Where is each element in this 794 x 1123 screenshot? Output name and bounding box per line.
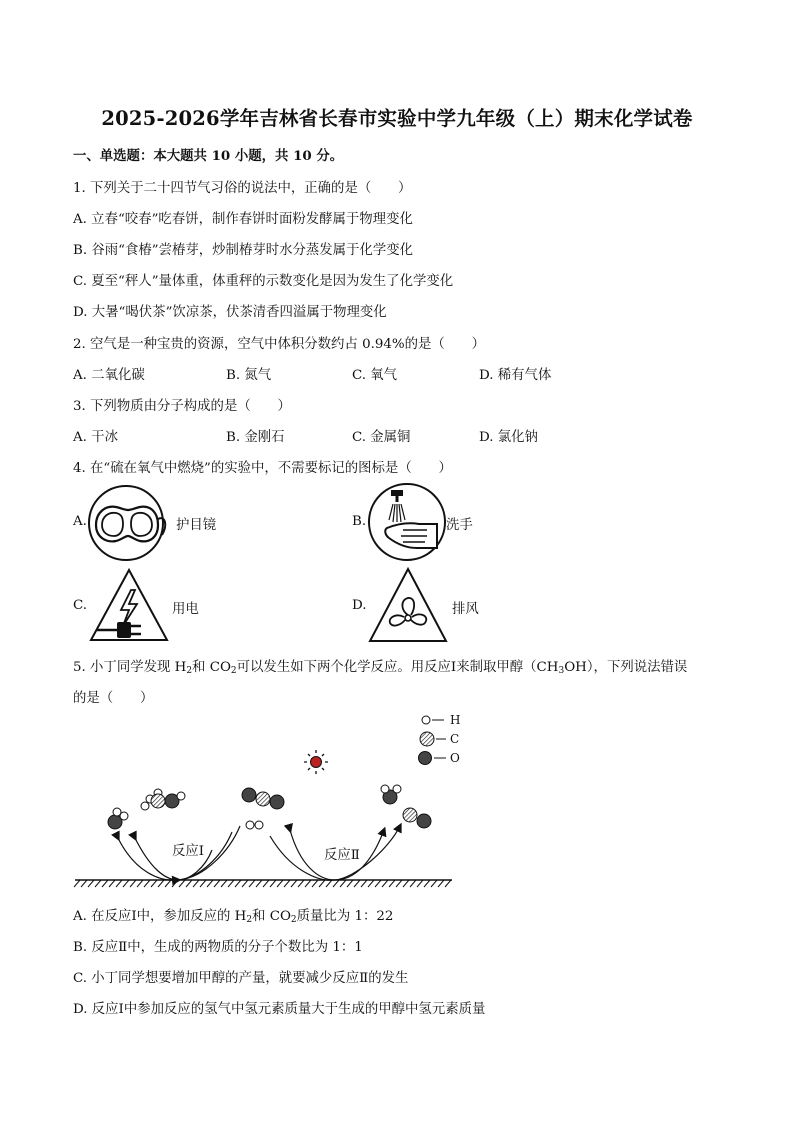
q4-stem: 4. 在“硫在氧气中燃烧”的实验中，不需要标记的图标是（ ） [73, 461, 452, 476]
q1-option-b: B. 谷雨“食椿”尝椿芽，炒制椿芽时水分蒸发属于化学变化 [73, 243, 414, 258]
water-molecule-2 [381, 785, 401, 804]
q3-stem: 3. 下列物质由分子构成的是（ ） [73, 399, 291, 414]
q4-option-a-label: 护目镜 [176, 518, 217, 533]
q2-option-b: B. 氮气 [226, 368, 272, 383]
legend-carbon [420, 732, 446, 746]
q5-stem: 5. 小丁同学发现 $H_2$和 $CO_2$可以发生如下两个化学反应。用反应Ⅰ来制取甲醇$(CH_3OH)$，下列说法错误 [73, 660, 688, 676]
q3-option-b: B. 金刚石 [226, 430, 285, 445]
q1-option-c: C. 夏至“秤人”量体重，体重秤的示数变化是因为发生了化学变化 [73, 274, 454, 289]
reaction-1-label: 反应Ⅰ [172, 844, 205, 859]
q3-option-c: C. 金属铜 [352, 430, 411, 445]
q4-option-b-label: 洗手 [446, 518, 473, 533]
q4-option-b-letter: B. [352, 514, 367, 529]
q1-option-a: A. 立春“咬春”吃春饼，制作春饼时面粉发酵属于物理变化 [73, 212, 413, 227]
reaction-2-label: 反应Ⅱ [324, 848, 360, 863]
legend-label-c: C [450, 732, 460, 746]
q4-option-d-label: 排风 [452, 602, 479, 617]
q5-stem-line2: 的是（ ） [73, 691, 154, 706]
legend-hydrogen [422, 716, 444, 724]
water-molecule-1 [108, 808, 128, 829]
section-heading: 一、单选题：本大题共 10 小题，共 10 分。 [73, 148, 344, 164]
q5-option-d: D. 反应Ⅰ中参加反应的氢气中氢元素质量大于生成的甲醇中氢元素质量 [73, 1002, 486, 1017]
q1-option-d: D. 大暑“喝伏茶”饮凉茶，伏茶清香四溢属于物理变化 [73, 305, 387, 320]
q5-option-c: C. 小丁同学想要增加甲醇的产量，就要减少反应Ⅱ的发生 [73, 971, 409, 986]
q2-option-c: C. 氧气 [352, 368, 398, 383]
methanol-molecule [141, 789, 185, 810]
q2-stem: 2. 空气是一种宝贵的资源，空气中体积分数约占 0.94%的是（ ） [73, 337, 485, 352]
q4-option-c-letter: C. [73, 598, 88, 613]
q3-option-a: A. 干冰 [73, 430, 118, 445]
legend-label-h: H [450, 713, 461, 727]
q2-option-d: D. 稀有气体 [479, 368, 552, 383]
q4-option-d-letter: D. [352, 598, 367, 613]
q4-option-c-label: 用电 [172, 602, 199, 617]
q2-option-a: A. 二氧化碳 [73, 368, 145, 383]
hydrogen-molecule-1 [246, 821, 263, 829]
q3-option-d: D. 氯化钠 [479, 430, 538, 445]
carbon-dioxide-molecule-1 [242, 788, 284, 809]
q5-option-b: B. 反应Ⅱ中，生成的两物质的分子个数比为 1：1 [73, 940, 363, 955]
q4-option-a-letter: A. [73, 514, 87, 529]
q5-option-a: A. 在反应Ⅰ中，参加反应的 $H_2$和 $CO_2$质量比为 1：22 [73, 909, 394, 925]
sun-icon [304, 750, 328, 774]
q1-stem: 1. 下列关于二十四节气习俗的说法中，正确的是（ ） [73, 181, 412, 196]
exam-title: 2025-2026学年吉林省长春市实验中学九年级（上）期末化学试卷 [101, 107, 693, 130]
legend-label-o: O [450, 751, 460, 765]
legend-oxygen [419, 752, 447, 765]
carbon-monoxide-molecule [403, 808, 431, 828]
